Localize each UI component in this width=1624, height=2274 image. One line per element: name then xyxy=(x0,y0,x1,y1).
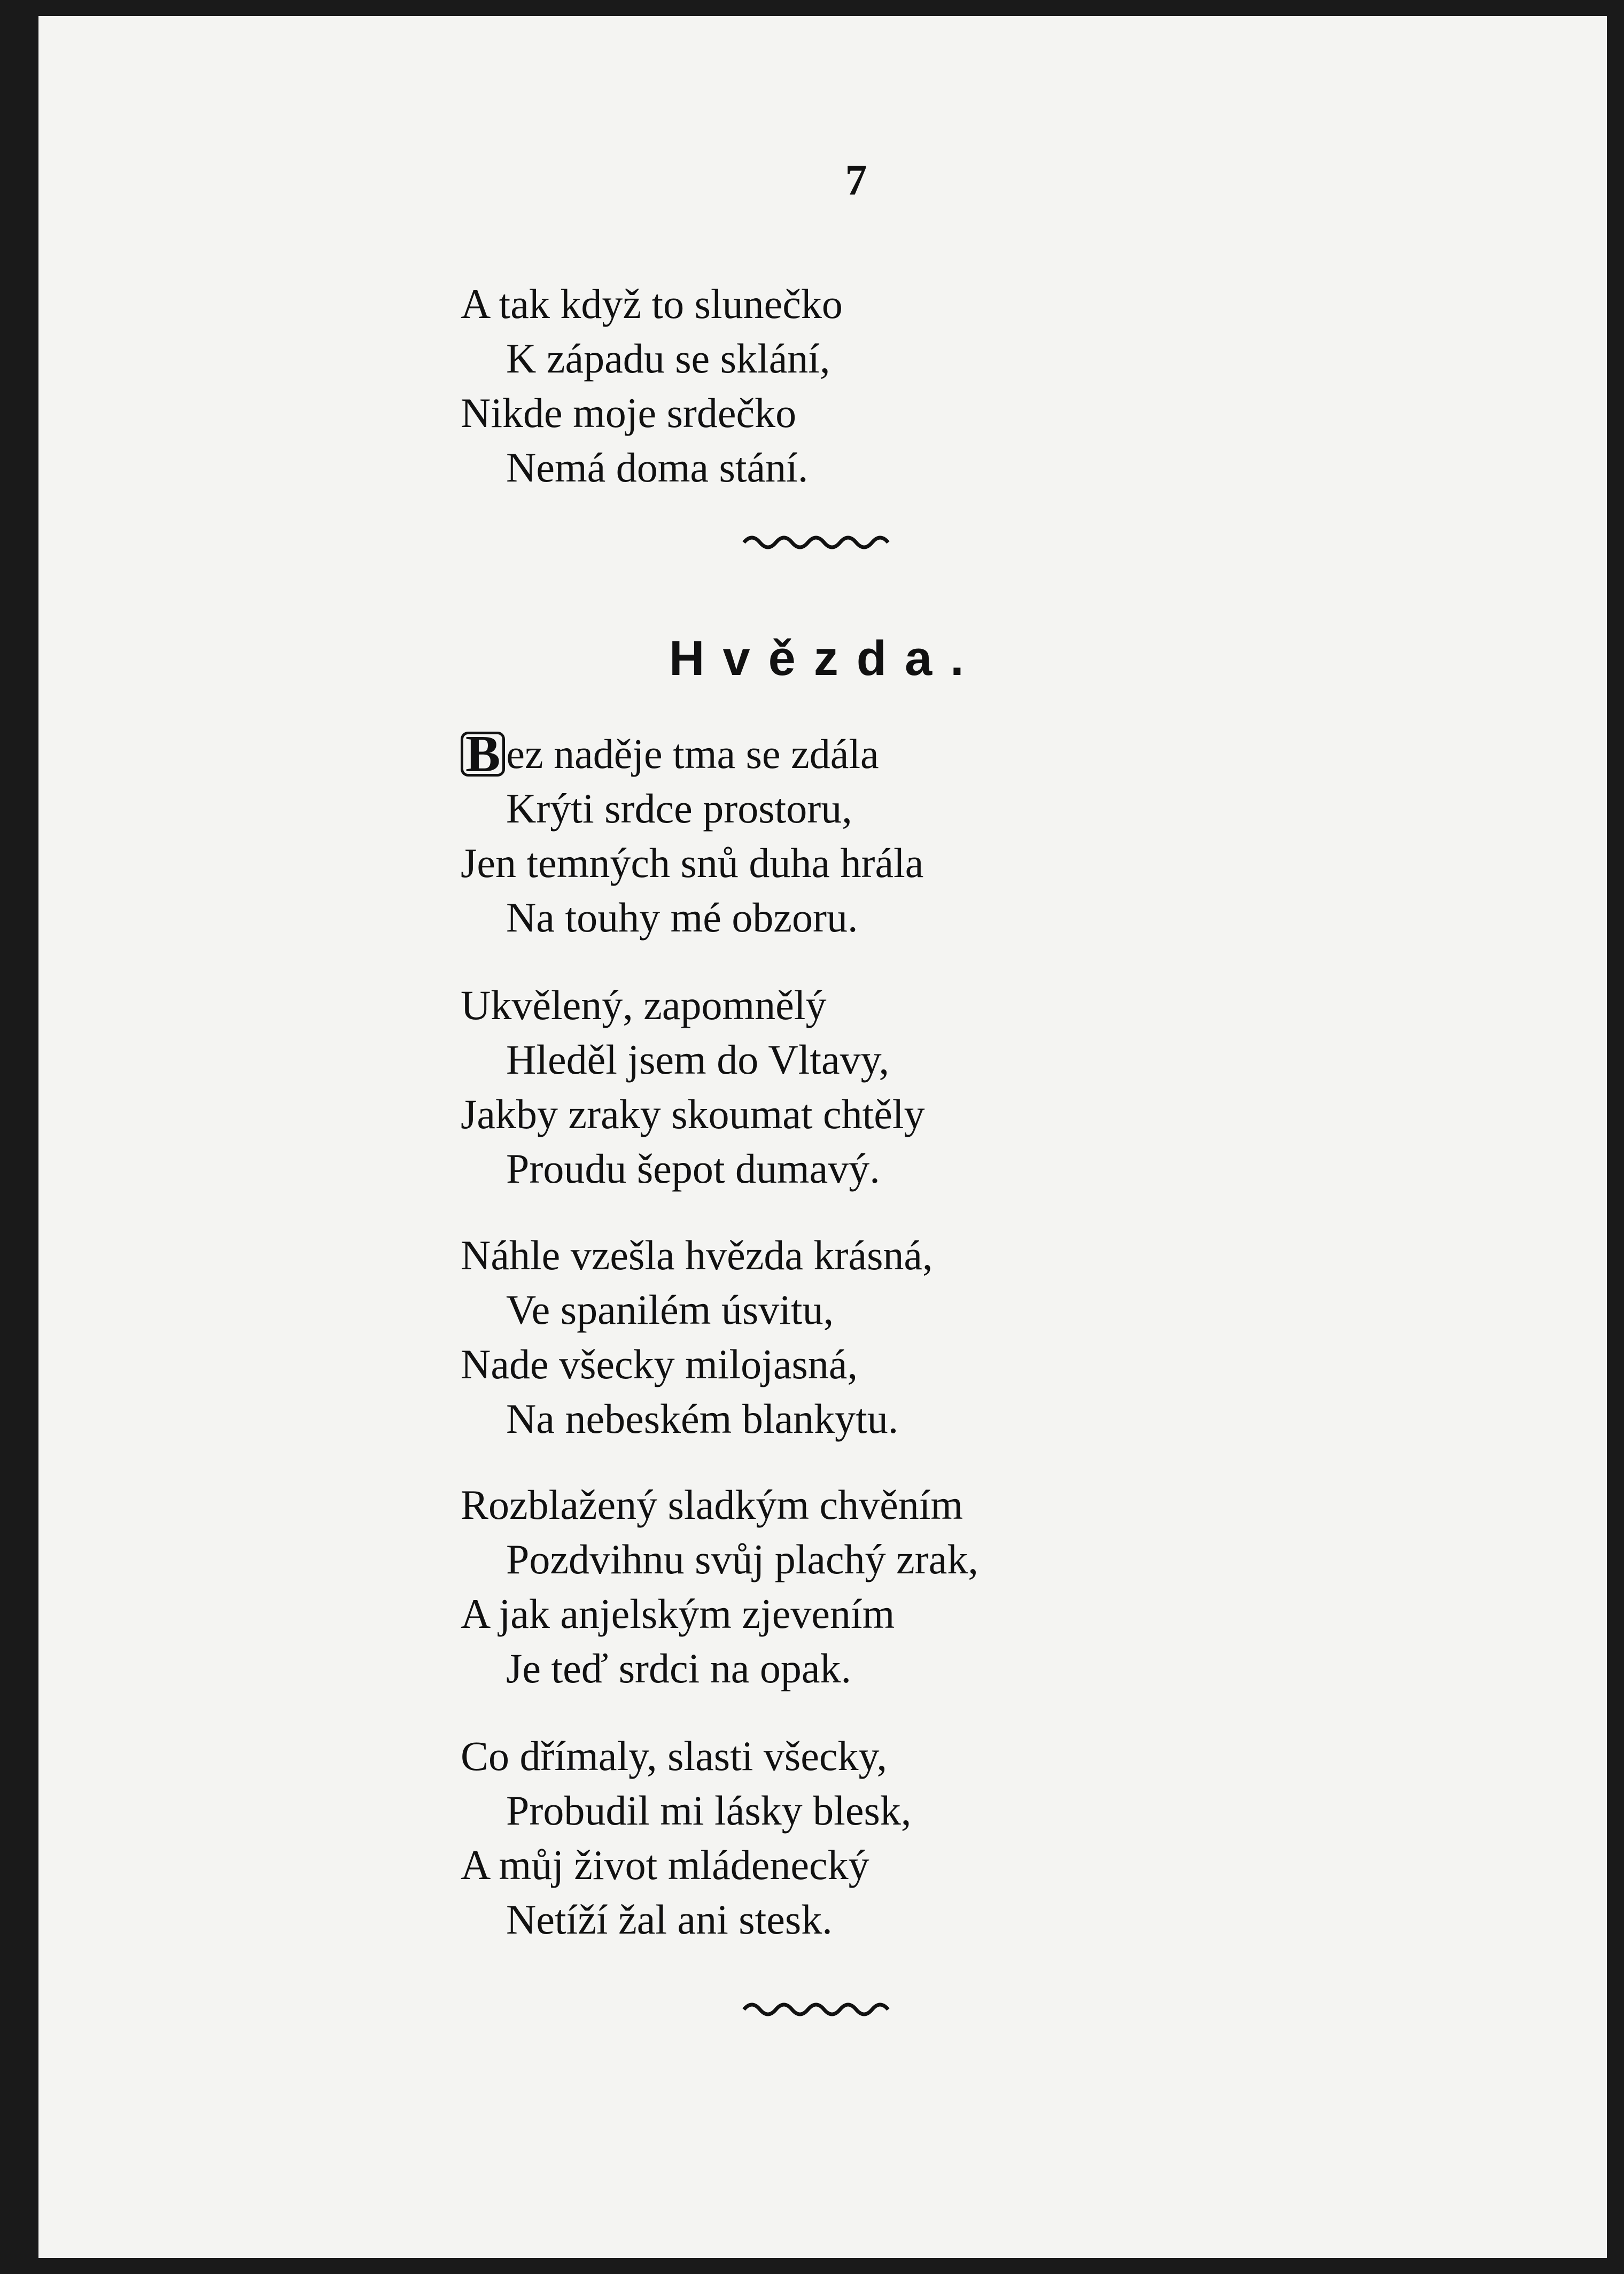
verse-line: Krýti srdce prostoru, xyxy=(506,785,852,832)
verse-line: A tak když to slunečko xyxy=(461,281,843,327)
verse-line: Proudu šepot dumavý. xyxy=(506,1145,880,1192)
stanza-1 xyxy=(461,727,923,945)
verse-line: Nikde moje srdečko xyxy=(461,390,797,436)
verse-line: Ukvělený, zapomnělý xyxy=(461,982,827,1028)
drop-cap-initial: B xyxy=(461,732,505,777)
verse-line: Netíží žal ani stesk. xyxy=(506,1896,833,1943)
book-page xyxy=(38,16,1607,2258)
page-number: 7 xyxy=(845,156,867,204)
verse-line: Na touhy mé obzoru. xyxy=(506,894,858,941)
verse-line: Jen temných snů duha hrála xyxy=(461,840,924,886)
verse-line: Ve spanilém úsvitu, xyxy=(506,1286,834,1333)
wavy-ornament-divider xyxy=(733,526,904,558)
verse-line: A můj život mládenecký xyxy=(461,1842,869,1888)
verse-line: Na nebeském blankytu. xyxy=(506,1395,899,1442)
verse-line: A jak anjelským zjevením xyxy=(461,1590,895,1637)
verse-line: Nemá doma stání. xyxy=(506,444,809,491)
verse-line: Je teď srdci na opak. xyxy=(506,1645,852,1691)
verse-line: Hleděl jsem do Vltavy, xyxy=(506,1036,890,1083)
verse-line: Co dřímaly, slasti všecky, xyxy=(461,1733,887,1779)
verse-line: Probudil mi lásky blesk, xyxy=(506,1787,912,1834)
stanza-4 xyxy=(461,1478,978,1696)
verse-line: Nade všecky milojasná, xyxy=(461,1341,858,1387)
wavy-ornament-end xyxy=(733,1993,904,2025)
stanza-5 xyxy=(461,1729,911,1947)
stanza-3 xyxy=(461,1228,933,1446)
verse-line: Pozdvihnu svůj plachý zrak, xyxy=(506,1536,978,1582)
poem-title: Hvězda. xyxy=(669,631,982,686)
verse-line: K západu se sklání, xyxy=(506,335,830,382)
verse-line: Jakby zraky skoumat chtěly xyxy=(461,1091,925,1137)
verse-line: Náhle vzešla hvězda krásná, xyxy=(461,1232,933,1278)
first-line-text: ez naděje tma se zdála xyxy=(506,731,879,777)
verse-line: Rozblažený sladkým chvěním xyxy=(461,1481,963,1528)
verse-line-first xyxy=(461,727,923,781)
stanza-2 xyxy=(461,978,925,1196)
stanza-previous-poem-ending xyxy=(461,277,843,495)
